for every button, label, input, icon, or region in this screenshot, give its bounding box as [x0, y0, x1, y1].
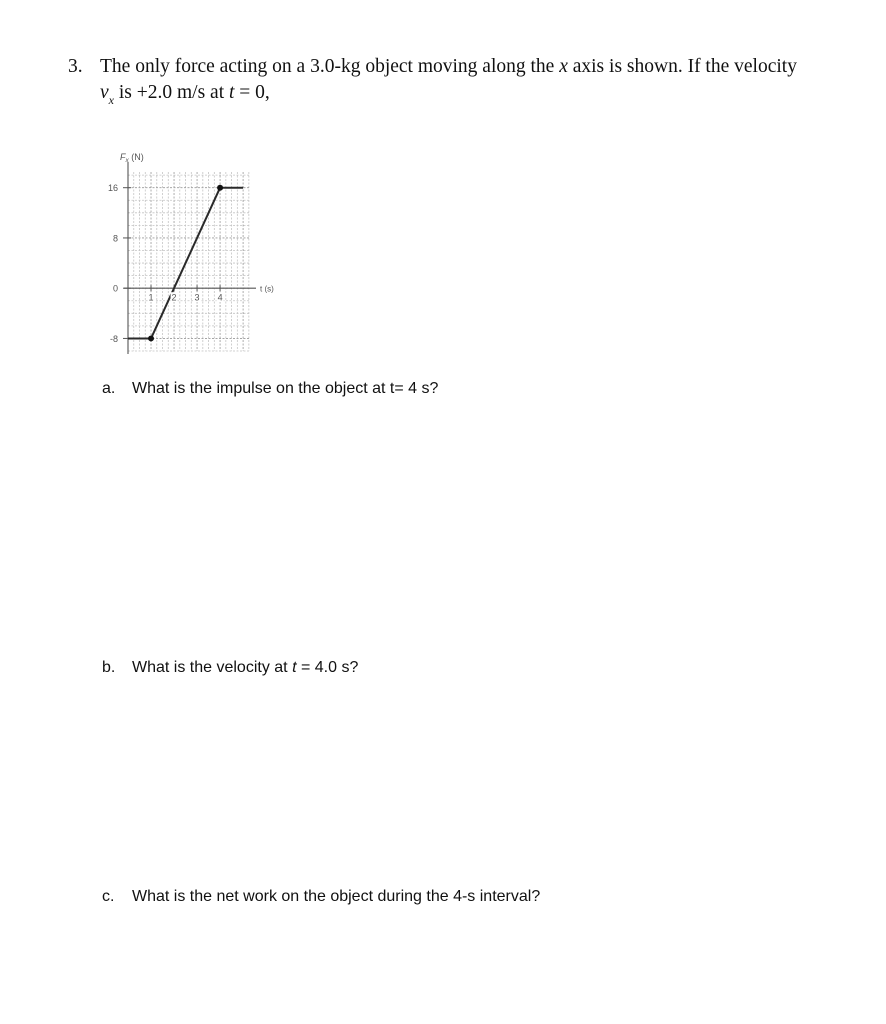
question-a-text: What is the impulse on the object at t= 4 s? [132, 380, 439, 397]
problem-line-2 [100, 80, 270, 107]
question-c [102, 888, 540, 906]
x-tick-label: 4 [217, 292, 223, 303]
problem-text-b: axis is shown. If the velocity [567, 56, 797, 77]
time-value-text: = 0, [234, 82, 270, 103]
x-variable: x [559, 56, 568, 77]
y-tick-label: 16 [107, 183, 118, 194]
question-a-label: a. [102, 380, 116, 397]
problem-line-1 [100, 54, 797, 79]
y-axis-label: $F_x$ (N) [120, 152, 144, 164]
x-tick-label: 3 [194, 292, 200, 303]
question-b [102, 659, 358, 677]
force-time-graph [90, 146, 300, 356]
data-point [217, 185, 223, 191]
question-b-text-b: = 4.0 s? [296, 659, 359, 676]
velocity-symbol: v [100, 82, 109, 103]
x-tick-label: 1 [148, 292, 154, 303]
data-point [148, 335, 154, 341]
time-symbol: t [229, 82, 235, 103]
y-tick-label: 8 [112, 233, 118, 244]
velocity-subscript: x [108, 93, 114, 107]
y-tick-label: 0 [112, 283, 118, 294]
x-axis-label: t (s) [260, 284, 274, 294]
question-c-label: c. [102, 888, 115, 905]
problem-text-a: The only force acting on a 3.0-kg object moving along the [100, 56, 560, 77]
question-a [102, 380, 438, 398]
question-b-label: b. [102, 659, 116, 676]
question-b-text-a: What is the velocity at [132, 659, 293, 676]
graph-grid [128, 172, 250, 351]
graph-axes [123, 162, 256, 354]
x-tick-label: 2 [171, 292, 177, 303]
problem-number: 3. [68, 56, 83, 77]
question-c-text: What is the net work on the object during the 4-s interval? [132, 888, 541, 905]
y-tick-label: -8 [109, 333, 118, 344]
velocity-value-text: is +2.0 m/s at [113, 82, 229, 103]
question-b-time-symbol: t [292, 659, 297, 676]
